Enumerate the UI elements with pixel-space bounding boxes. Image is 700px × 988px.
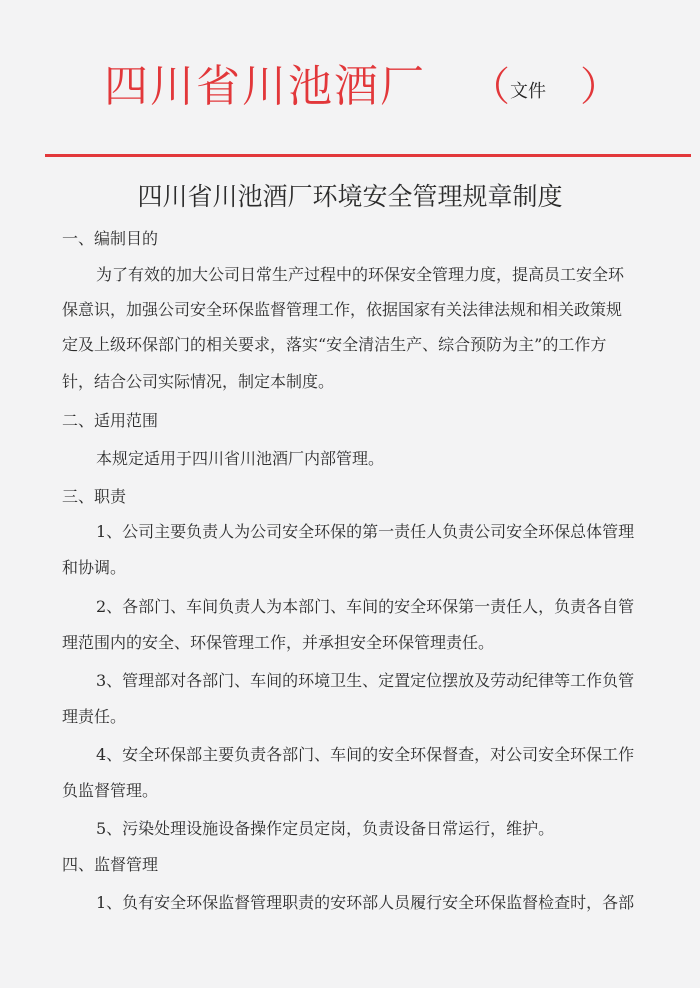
section-heading-duties: 三、职责 xyxy=(62,487,127,506)
paragraph-line: 和协调。 xyxy=(62,558,127,577)
paragraph-line: 1、公司主要负责人为公司安全环保的第一责任人负责公司安全环保总体管理 xyxy=(96,522,635,541)
paragraph-line: 5、污染处理设施设备操作定员定岗，负责设备日常运行，维护。 xyxy=(96,819,555,838)
section-heading-supervision: 四、监督管理 xyxy=(62,855,159,874)
section-heading-purpose: 一、编制目的 xyxy=(62,229,159,248)
paragraph-line: 4、安全环保部主要负责各部门、车间的安全环保督查，对公司安全环保工作 xyxy=(96,745,635,764)
paragraph-line: 为了有效的加大公司日常生产过程中的环保安全管理力度，提高员工安全环 xyxy=(96,265,625,284)
paragraph-line: 保意识，加强公司安全环保监督管理工作，依据国家有关法律法规和相关政策规 xyxy=(62,300,623,319)
section-heading-scope: 二、适用范围 xyxy=(62,411,159,430)
letterhead-paren-close: ） xyxy=(580,64,620,110)
letterhead-org-name: 四川省川池酒厂 xyxy=(104,61,426,112)
paragraph-line: 3、管理部对各部门、车间的环境卫生、定置定位摆放及劳动纪律等工作负管 xyxy=(96,671,635,690)
document-title: 四川省川池酒厂环境安全管理规章制度 xyxy=(137,182,563,211)
paragraph-line: 针，结合公司实际情况，制定本制度。 xyxy=(62,372,335,391)
letterhead-document-word: 文件 xyxy=(510,81,546,102)
paragraph-line: 理范围内的安全、环保管理工作，并承担安全环保管理责任。 xyxy=(62,633,495,652)
letterhead-paren-open: （ xyxy=(470,64,510,110)
paragraph-line: 本规定适用于四川省川池酒厂内部管理。 xyxy=(96,449,385,468)
paragraph-line: 2、各部门、车间负责人为本部门、车间的安全环保第一责任人，负责各自管 xyxy=(96,597,635,616)
letterhead-red-rule xyxy=(45,154,691,157)
paragraph-line: 1、负有安全环保监督管理职责的安环部人员履行安全环保监督检查时，各部 xyxy=(96,893,635,912)
paragraph-line: 定及上级环保部门的相关要求，落实“安全清洁生产、综合预防为主”的工作方 xyxy=(62,335,607,354)
paragraph-line: 负监督管理。 xyxy=(62,781,159,800)
letterhead xyxy=(0,58,700,118)
paragraph-line: 理责任。 xyxy=(62,707,127,726)
